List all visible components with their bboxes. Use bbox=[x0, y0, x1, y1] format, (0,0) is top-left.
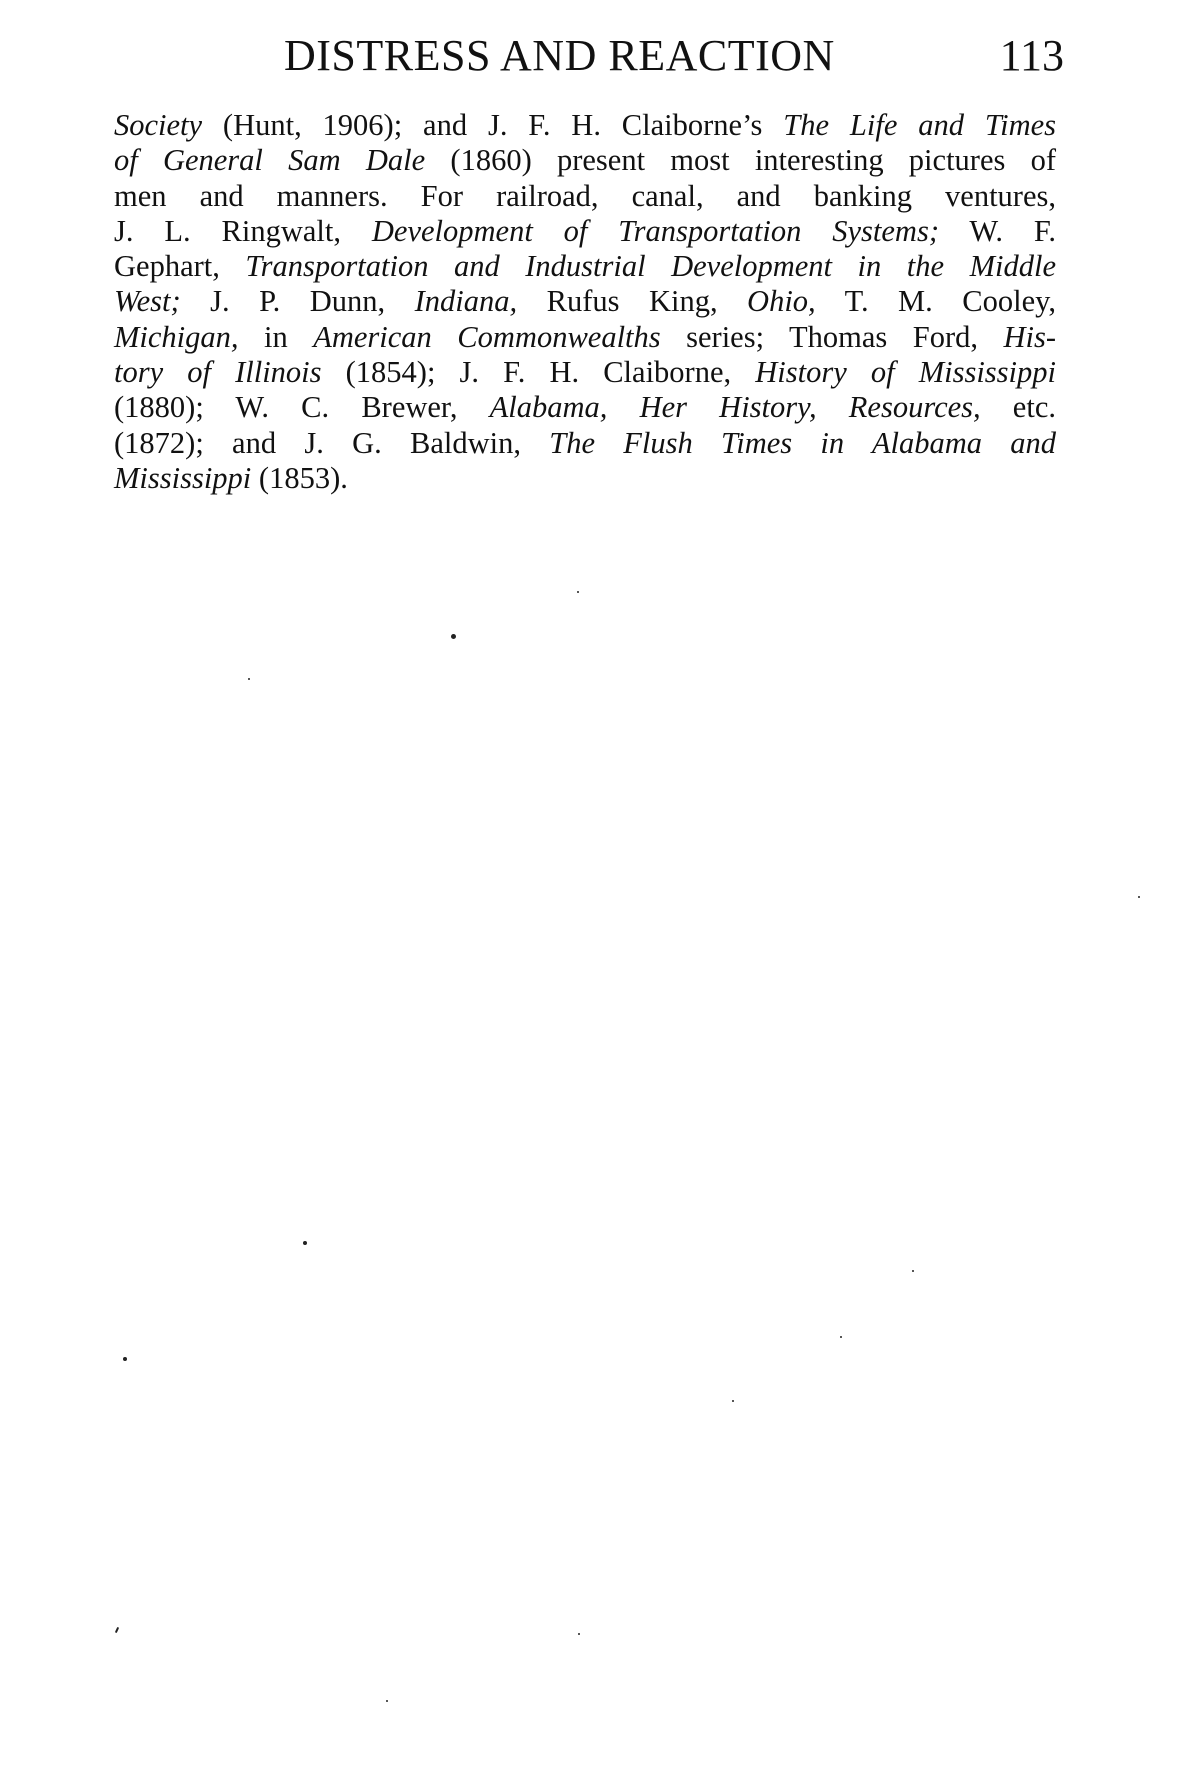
text-line bbox=[114, 143, 1056, 178]
italic-title-segment: American Commonwealths bbox=[313, 319, 661, 354]
text-segment: Rufus King, bbox=[517, 284, 748, 319]
running-head bbox=[114, 28, 1064, 84]
scan-speck bbox=[577, 591, 579, 593]
text-line bbox=[114, 426, 1056, 461]
text-segment: men and manners. For railroad, canal, and banking ventures, bbox=[114, 178, 1056, 213]
italic-title-segment: Mississippi bbox=[114, 460, 252, 495]
text-segment: series; Thomas Ford, bbox=[660, 319, 1004, 354]
scan-speck bbox=[451, 634, 456, 639]
text-line bbox=[114, 320, 1056, 355]
italic-title-segment: of General Sam Dale bbox=[114, 143, 426, 178]
running-title: DISTRESS AND REACTION bbox=[284, 31, 835, 80]
scan-speck bbox=[732, 1400, 734, 1402]
scan-speck bbox=[578, 1633, 580, 1635]
text-line bbox=[114, 390, 1056, 425]
italic-title-segment: tory of Illinois bbox=[114, 355, 322, 390]
text-line bbox=[114, 108, 1056, 143]
text-line bbox=[114, 284, 1056, 319]
text-segment: etc. bbox=[980, 390, 1056, 425]
italic-title-segment: Development of Transportation Systems; bbox=[371, 213, 939, 248]
text-segment: W. F. bbox=[938, 213, 1056, 248]
scan-speck bbox=[115, 1627, 119, 1633]
italic-title-segment: Society bbox=[114, 108, 203, 142]
scan-speck bbox=[248, 678, 250, 680]
scan-speck bbox=[386, 1700, 388, 1702]
italic-title-segment: The Flush Times in Alabama and bbox=[549, 425, 1057, 460]
text-segment: (1853). bbox=[251, 460, 348, 495]
italic-title-segment: Ohio, bbox=[747, 284, 816, 319]
italic-title-segment: Indiana, bbox=[414, 284, 518, 319]
text-line bbox=[114, 214, 1056, 249]
text-segment: (1854); J. F. H. Claiborne, bbox=[321, 355, 756, 390]
bibliography-paragraph bbox=[114, 108, 1056, 496]
text-line bbox=[114, 179, 1056, 214]
text-line bbox=[114, 355, 1056, 390]
text-segment: Gephart, bbox=[114, 249, 246, 284]
italic-title-segment: Michigan, bbox=[114, 319, 239, 354]
italic-title-segment: His- bbox=[1003, 319, 1056, 354]
text-segment: (1880); W. C. Brewer, bbox=[114, 390, 490, 425]
text-segment: in bbox=[238, 319, 314, 354]
scan-speck bbox=[123, 1357, 127, 1361]
text-segment: (Hunt, 1906); and J. F. H. Claiborne’s bbox=[202, 108, 784, 142]
italic-title-segment: The Life and Times bbox=[783, 108, 1057, 142]
scan-speck bbox=[912, 1270, 914, 1272]
text-segment: J. P. Dunn, bbox=[180, 284, 415, 319]
text-line bbox=[114, 249, 1056, 284]
scan-speck bbox=[303, 1241, 307, 1245]
italic-title-segment: Transportation and Industrial Development in the Middle bbox=[245, 249, 1056, 284]
text-segment: J. L. Ringwalt, bbox=[114, 213, 372, 248]
text-segment: (1872); and J. G. Baldwin, bbox=[114, 425, 550, 460]
scan-speck bbox=[1138, 896, 1140, 898]
text-segment: (1860) present most interesting pictures of bbox=[425, 143, 1056, 178]
page-number: 113 bbox=[999, 31, 1064, 80]
text-line bbox=[114, 461, 1056, 496]
italic-title-segment: West; bbox=[114, 284, 181, 319]
italic-title-segment: History of Mississippi bbox=[755, 355, 1056, 390]
text-segment: T. M. Cooley, bbox=[815, 284, 1057, 319]
italic-title-segment: Alabama, Her History, Resources, bbox=[489, 390, 981, 425]
scan-speck bbox=[840, 1336, 842, 1338]
